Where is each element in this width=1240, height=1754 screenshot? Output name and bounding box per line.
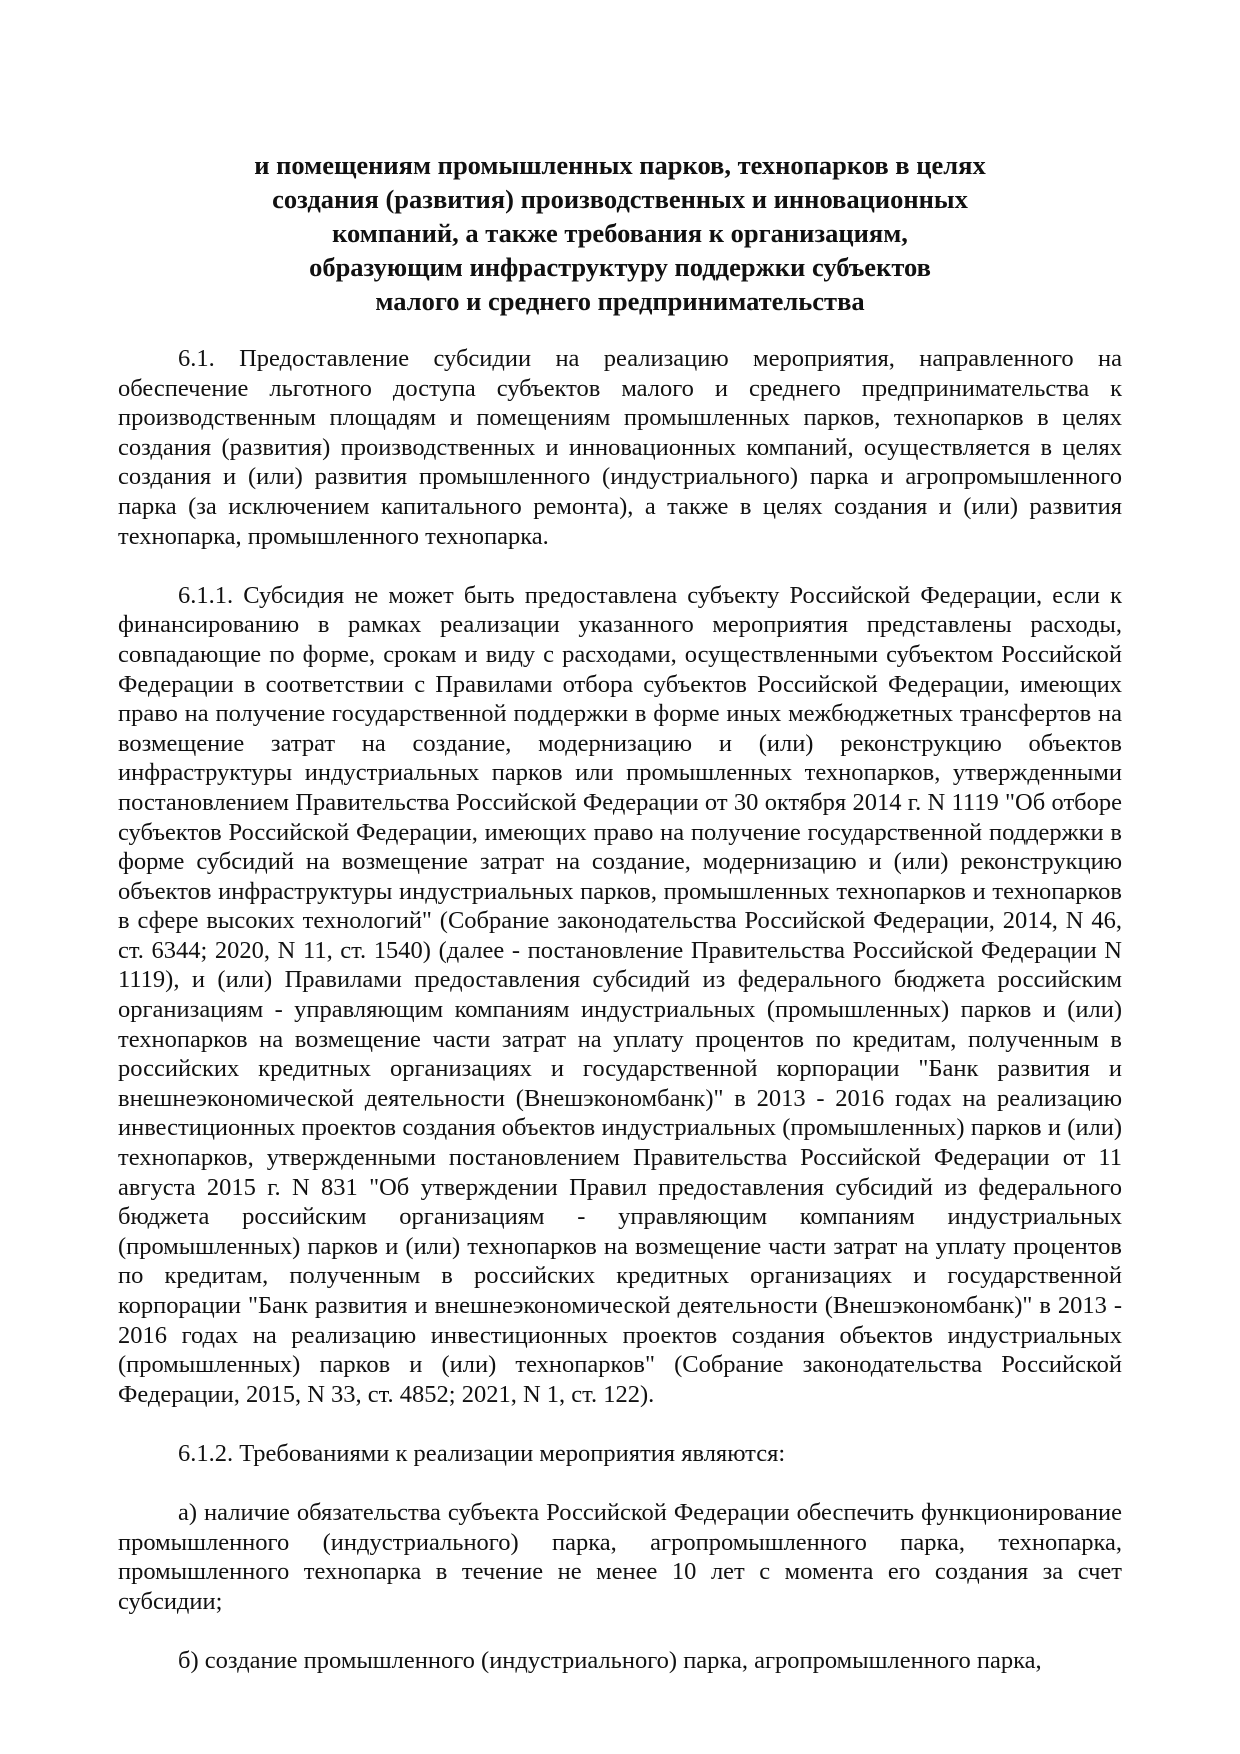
heading-line: образующим инфраструктуру поддержки субъектов (309, 252, 931, 282)
heading-line: малого и среднего предпринимательства (375, 286, 865, 316)
document-body (118, 344, 1122, 1705)
heading-line: компаний, а также требования к организациям, (332, 218, 908, 248)
section-heading (118, 148, 1122, 318)
paragraph-item-b: б) создание промышленного (индустриального) парка, агропромышленного парка, (178, 1647, 1042, 1675)
heading-line: создания (развития) производственных и инновационных (272, 184, 968, 214)
paragraph-item-a: а) наличие обязательства субъекта Российской Федерации обеспечить функционирование промышленного (индустриального) парка, агропромышленного парка, технопарка, промышленного технопарка в течение не менее 10 лет с момента его создания за счет субсидии; (118, 1499, 1122, 1615)
paragraph-6-1: 6.1. Предоставление субсидии на реализацию мероприятия, направленного на обеспечение льготного доступа субъектов малого и среднего предпринимательства к производственным площадям и помещениям промышленных парков, технопарков в целях создания (развития) производственных и инновационных компаний, осуществляется в целях создания и (или) развития промышленного (индустриального) парка и агропромышленного парка (за исключением капитального ремонта), а также в целях создания и (или) развития технопарка, промышленного технопарка. (118, 345, 1122, 550)
paragraph-6-1-1: 6.1.1. Субсидия не может быть предоставлена субъекту Российской Федерации, если к финансированию в рамках реализации указанного мероприятия представлены расходы, совпадающие по форме, срокам и виду с расходами, осуществленными субъектом Российской Федерации в соответствии с Правилами отбора субъектов Российской Федерации, имеющих право на получение государственной поддержки в форме иных межбюджетных трансфертов на возмещение затрат на создание, модернизацию и (или) реконструкцию объектов инфраструктуры индустриальных парков или промышленных технопарков, утвержденными постановлением Правительства Российской Федерации от 30 октября 2014 г. N 1119 "Об отборе субъектов Российской Федерации, имеющих право на получение государственной поддержки в форме субсидий на возмещение затрат на создание, модернизацию и (или) реконструкцию объектов инфраструктуры индустриальных парков, промышленных технопарков и технопарков в сфере высоких технологий" (Собрание законодательства Российской Федерации, 2014, N 46, ст. 6344; 2020, N 11, ст. 1540) (далее - постановление Правительства Российской Федерации N 1119), и (или) Правилами предоставления субсидий из федерального бюджета российским организациям - управляющим компаниям индустриальных (промышленных) парков и (или) технопарков на возмещение части затрат на уплату процентов по кредитам, полученным в российских кредитных организациях и государственной корпорации "Банк развития и внешнеэкономической деятельности (Внешэкономбанк)" в 2013 - 2016 годах на реализацию инвестиционных проектов создания объектов индустриальных (промышленных) парков и (или) технопарков, утвержденными постановлением Правительства Российской Федерации от 11 августа 2015 г. N 831 "Об утверждении Правил предоставления субсидий из федерального бюджета российским организациям - управляющим компаниям индустриальных (промышленных) парков и (или) технопарков на возмещение части затрат на уплату процентов по кредитам, полученным в российских кредитных организациях и государственной корпорации "Банк развития и внешнеэкономической деятельности (Внешэкономбанк)" в 2013 - 2016 годах на реализацию инвестиционных проектов создания объектов индустриальных (промышленных) парков и (или) технопарков" (Собрание законодательства Российской Федерации, 2015, N 33, ст. 4852; 2021, N 1, ст. 122). (118, 581, 1122, 1408)
paragraph-6-1-2: 6.1.2. Требованиями к реализации мероприятия являются: (178, 1439, 786, 1467)
heading-line: и помещениям промышленных парков, технопарков в целях (254, 150, 986, 180)
